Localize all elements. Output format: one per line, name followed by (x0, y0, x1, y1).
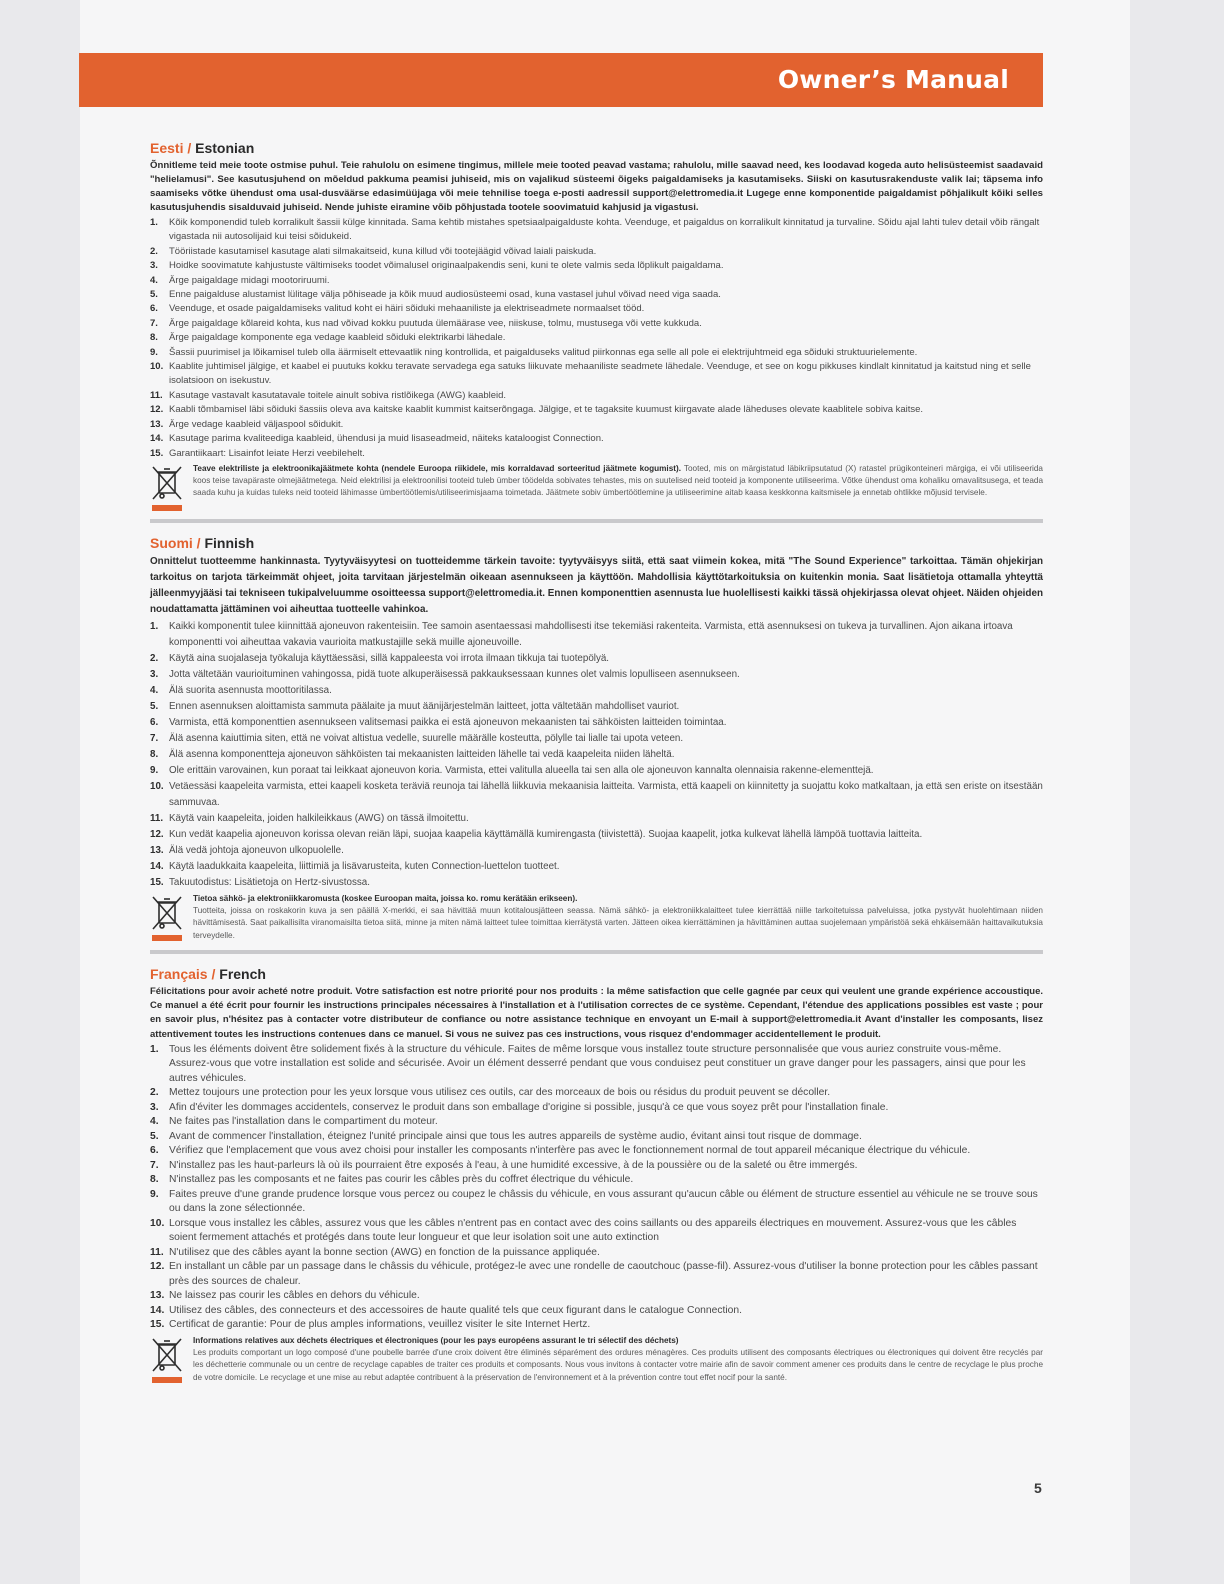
item-text: Käytä vain kaapeleita, joiden halkileikkaus (AWG) on tässä ilmoitettu. (169, 812, 469, 824)
list-item (150, 1101, 1043, 1116)
heading-slash: / (196, 534, 201, 551)
content-area (150, 140, 1043, 1384)
item-text: Utilisez des câbles, des connecteurs et des accessoires de haute qualité tels que ceux figurant dans le catalogue Connection. (169, 1304, 742, 1316)
item-number: 7. (150, 1159, 159, 1171)
list-item (150, 331, 1043, 345)
weee-text (193, 463, 1043, 511)
item-number: 2. (150, 1087, 159, 1099)
item-number: 8. (150, 748, 159, 760)
item-text: N'installez pas les composants et ne faites pas courir les câbles près du coffret électrique du véhicule. (169, 1174, 634, 1186)
item-number: 12. (150, 404, 164, 416)
instruction-list (150, 619, 1043, 891)
list-item (150, 1246, 1043, 1261)
item-text: Varmista, että komponenttien asennukseen valitsemasi paikka ei estä ajoneuvon mekaanisten tai sähköisten laitteiden toimintaa. (169, 716, 727, 728)
item-number: 11. (150, 389, 163, 401)
item-number: 4. (150, 1116, 159, 1128)
list-item (150, 667, 1043, 683)
heading-slash: / (211, 965, 216, 982)
list-item (150, 1086, 1043, 1101)
item-number: 8. (150, 1174, 159, 1186)
item-text: N'utilisez que des câbles ayant la bonne section (AWG) en fonction de la puissance appliquée. (169, 1246, 600, 1258)
item-number: 14. (150, 860, 164, 872)
list-item (150, 763, 1043, 779)
list-item (150, 403, 1043, 417)
item-text: Certificat de garantie: Pour de plus amples informations, veuillez visiter le site Internet Hertz. (169, 1319, 591, 1331)
item-number: 12. (150, 828, 164, 840)
list-item (150, 843, 1043, 859)
weee-title: Informations relatives aux déchets électriques et électroniques (pour les pays européens assurant le tri sélectif des déchets) (193, 1335, 679, 1345)
section-intro: Õnnitleme teid meie toote ostmise puhul. Teie rahulolu on esimene tingimus, millele meie tooted peavad vastama; rahulolu, mille saavad need, kes loodavad kogeda auto helisüsteemist saadavaid "helielamusi". See kasutusjuhend on mõeldud pakkuma peamisi juhiseid, mis on vajalikud süsteemi õigeks paigaldamiseks ja kasutamiseks. Siiski on kasutusrakenduste valik lai; täpsema info saamiseks võtke ühendust oma usal-dusväärse edasimüüjaga või meie tehnilise toega e-posti aadressil support@elettromedia.it Lugege enne komponentide paigaldamist põhjalikult kõiki selles kasutusjuhendis sisalduvaid juhiseid. Nende juhiste eiramine võib põhjustada tootele soovimatuid kahjusid ja vigastusi. (150, 160, 1043, 213)
item-text: Kun vedät kaapelia ajoneuvon korissa olevan reiän läpi, suojaa kaapelia käyttämällä kumirengasta (tiivistettä). Suojaa kaapelit, jotka kulkevat lähellä lämpöä tuottavia laitteita. (169, 828, 923, 840)
heading-slash: / (187, 140, 192, 156)
item-text: Ärge vedage kaableid väljaspool sõidukit. (169, 418, 344, 430)
section-divider (150, 519, 1043, 523)
list-item (150, 1144, 1043, 1159)
item-number: 14. (150, 433, 164, 445)
weee-title: Teave elektriliste ja elektroonikajäätmete kohta (nendele Euroopa riikidele, mis korraldavad sorteeritud jäätmete kogumist). (193, 463, 681, 473)
item-text: Älä suorita asennusta moottoritilassa. (169, 684, 332, 696)
list-item (150, 1130, 1043, 1145)
item-number: 4. (150, 274, 158, 286)
item-text: Afin d'éviter les dommages accidentels, conservez le produit dans son emballage d'origine si possible, jusqu'à ce que vous soyez prêt pour l'installation finale. (169, 1101, 889, 1113)
item-text: Avant de commencer l'installation, éteignez l'unité principale ainsi que tous les autres appareils de système audio, évitant ainsi tout risque de dommage. (169, 1130, 862, 1142)
item-number: 2. (150, 245, 158, 257)
list-item (150, 1159, 1043, 1174)
item-text: Tööriistade kasutamisel kasutage alati silmakaitseid, kuna killud või tootejäägid võivad laiali paiskuda. (169, 245, 597, 257)
item-number: 5. (150, 289, 158, 301)
item-text: Vérifiez que l'emplacement que vous avez choisi pour installer les composants n'interfère pas avec le fonctionnement normal de tout appareil mécanique électrique du véhicule. (169, 1145, 971, 1157)
instruction-list (150, 216, 1043, 461)
list-item (150, 346, 1043, 360)
item-number: 1. (150, 620, 159, 632)
item-text: Ärge paigaldage midagi mootoriruumi. (169, 274, 330, 286)
item-number: 13. (150, 844, 164, 856)
list-item (150, 779, 1043, 811)
item-text: Tous les éléments doivent être solidement fixés à la structure du véhicule. Faites de même lorsque vous installez toute structure personnalisée que vous auriez construite vous-même. Assurez-vous que votre installation est solide and sécurisée. Avoir un élément desserré pendant que vous conduisez peut constituer un grave danger pour les passagers, ainsi que pour les autres véhicules. (169, 1043, 1026, 1084)
weee-title: Tietoa sähkö- ja elektroniikkaromusta (koskee Euroopan maita, joissa ko. romu kerätään erikseen). (193, 893, 578, 903)
item-text: Mettez toujours une protection pour les yeux lorsque vous utilisez ces outils, car des morceaux de bois ou résidus du produit peuvent se décoller. (169, 1087, 831, 1099)
item-number: 3. (150, 260, 158, 272)
weee-notice (150, 1335, 1043, 1384)
list-item (150, 274, 1043, 288)
item-number: 15. (150, 447, 164, 459)
item-text: En installant un câble par un passage dans le châssis du véhicule, protégez-le avec une rondelle de caoutchouc (passe-fil). Assurez-vous d'utiliser la bonne protection pour les câbles passant près des sources de chaleur. (169, 1261, 1038, 1287)
instruction-list (150, 1043, 1043, 1333)
item-number: 8. (150, 332, 158, 344)
list-item (150, 317, 1043, 331)
item-text: Kasutage vastavalt kasutatavale toitele ainult sobiva ristlõikega (AWG) kaableid. (169, 389, 507, 401)
item-text: Vetäessäsi kaapeleita varmista, ettei kaapeli kosketa teräviä reunoja tai lähellä liikkuvia mekaanisia laitteita. Varmista, että kaapeli on kiinnitetty ja suojattu koko matkaltaan, ja että sen eriste on itsestään sammuvaa. (169, 780, 1043, 808)
item-text: Ne faites pas l'installation dans le compartiment du moteur. (169, 1116, 438, 1128)
item-number: 13. (150, 418, 164, 430)
list-item (150, 432, 1043, 446)
section-french (150, 966, 1043, 1384)
list-item (150, 859, 1043, 875)
item-number: 10. (150, 780, 164, 792)
item-number: 7. (150, 317, 158, 329)
section-lang: Français (150, 965, 208, 982)
weee-body: Les produits comportant un logo composé d'une poubelle barrée d'une croix doivent être éliminés séparément des ordures ménagères. Ces produits utilisent des composants électriques ou électroniques qui doivent être recyclés par les déchetterie communale ou un centre de recyclage capables de traiter ces produits et composants. Nous vous invitons à contacter votre mairie afin de savoir comment amener ces produits dans le centre de recyclage le plus proche de votre domicile. Le recyclage et une mise au rebut adaptée contribuent à la préservation de l'environnement et à la prévention contre tout effet nocif pour la santé. (193, 1348, 1043, 1382)
section-name: French (219, 965, 266, 982)
item-text: Enne paigalduse alustamist lülitage välja põhiseade ja kõik muud audiosüsteemi osad, kuna vastasel juhul võivad need viga saada. (169, 289, 721, 301)
page-number: 5 (1034, 1480, 1042, 1496)
item-number: 9. (150, 764, 159, 776)
section-intro: Onnittelut tuotteemme hankinnasta. Tyytyväisyytesi on tuotteidemme tärkein tavoite: tyytyväisyys siitä, että saat viimein kokea, mitä "The Sound Experience" tarkoittaa. Tämän ohjekirjan tarkoitus on tarjota tärkeimmät ohjeet, joita tarvitaan järjestelmän oikeaan asennukseen ja käyttöön. Mahdollisia käyttötarkoituksia on kuitenkin monia. Saat lisätietoja ottamalla yhteyttä jälleenmyyjääsi tai tekniseen tukipalveluumme osoitteessa support@elettromedia.it. Ennen komponenttien asennusta lue huolellisesti kaikki tässä ohjekirjassa olevat ohjeet. Näiden ohjeiden noudattamatta jättäminen voi aiheuttaa tuotteelle vahinkoa. (150, 555, 1043, 615)
crossed-bin-icon (150, 1335, 184, 1383)
list-item (150, 1115, 1043, 1130)
list-item (150, 1318, 1043, 1333)
weee-body: Tooted, mis on märgistatud läbikriipsutatud (X) ratastel prügikonteineri märgiga, ei või utiliseerida koos teise tavapäraste olmejäätmetega. Neid elektrilisi ja elektroonilisi tooteid tuleb ümber töödelda sobivates tehastes, mis on suutelised neid tooteid ja komponente utiliseerima. Võtke ühendust oma kohaliku omavalitsusega, et teada saada kuhu ja kuidas tuleks neid tooteid lähimasse ümbertöötlemis/utiliseerimisjaama toimetada. Jäätmete sobiv ümbertöötlemine ja utiliseerimine aitab kaasa keskkonna kaitsmisele ja ennetab ohtlikke mõjusid tervisele. (193, 463, 1043, 498)
item-text: Kaabli tõmbamisel läbi sõiduki šassiis oleva ava kaitske kaablit kummist kaitserõngaga. Jälgige, et te tagaksite kuumust kiirgavate alade läheduses olevate kaablitele sobiva kaitse. (169, 404, 924, 416)
item-number: 11. (150, 1246, 164, 1258)
section-name: Finnish (204, 534, 255, 551)
item-text: Jotta vältetään vaurioituminen vahingossa, pidä tuote alkuperäisessä pakkauksessaan kunnes olet valmis lopulliseen asennukseen. (169, 668, 740, 680)
crossed-bin-icon (150, 463, 184, 511)
list-item (150, 651, 1043, 667)
item-number: 13. (150, 1290, 165, 1302)
header-bar (79, 53, 1043, 107)
item-text: Älä vedä johtoja ajoneuvon ulkopuolelle. (169, 844, 344, 856)
weee-notice (150, 893, 1043, 942)
manual-title: Owner’s Manual (777, 65, 1009, 94)
item-text: Ne laissez pas courir les câbles en dehors du véhicule. (169, 1290, 420, 1302)
item-text: Kaablite juhtimisel jälgige, et kaabel ei puutuks kokku teravate servadega ega satuks liikuvate mehaaniliste seadmete lähedale. Veenduge, et see on kogu pikkuses kindlalt kinnitatud ja kaitstud ning et selle isolatsioon on isekustuv. (169, 361, 1031, 387)
list-item (150, 875, 1043, 891)
list-item (150, 288, 1043, 302)
list-item (150, 418, 1043, 432)
list-item (150, 1217, 1043, 1246)
list-item (150, 302, 1043, 316)
section-intro: Félicitations pour avoir acheté notre produit. Votre satisfaction est notre priorité pour nos produits : la même satisfaction que celle gagnée par ceux qui veulent une grande expérience accoustique. Ce manuel a été écrit pour fournir les instructions principales nécessaires à l'installation et à l'utilisation correctes de ce système. Cependant, l'étendue des applications possibles est vaste ; pour en savoir plus, n'hésitez pas à contacter votre distributeur de confiance ou notre assistance technique en envoyant un E-mail à support@elettromedia.it Avant d'installer les composants, lisez attentivement toutes les instructions contenues dans ce manuel. Si vous ne suivez pas ces instructions, vous risquez d'endommager accidentellement le produit. (150, 985, 1043, 1040)
item-number: 2. (150, 652, 159, 664)
section-divider (150, 950, 1043, 954)
item-text: N'installez pas les haut-parleurs là où ils pourraient être exposés à l'eau, à une humidité excessive, à de la poussière ou de la saleté ou être immergés. (169, 1159, 858, 1171)
item-text: Veenduge, et osade paigaldamiseks valitud koht ei häiri sõiduki mehaaniliste ja elektriseadmete normaalset tööd. (169, 303, 645, 315)
list-item (150, 1304, 1043, 1319)
item-text: Älä asenna komponentteja ajoneuvon sähköisten tai mekaanisten laitteiden lähelle tai vedä kaapeleita niiden läheltä. (169, 748, 675, 760)
list-item (150, 447, 1043, 461)
item-text: Faites preuve d'une grande prudence lorsque vous percez ou coupez le châssis du véhicule, en vous assurant qu'aucun câble ou élément de structure essentiel au véhicule ne se trouve sous ou dans la zone sélectionnée. (169, 1188, 1038, 1215)
section-finnish (150, 535, 1043, 942)
list-item (150, 1043, 1043, 1087)
list-item (150, 360, 1043, 389)
item-number: 9. (150, 1188, 159, 1200)
item-text: Ärge paigaldage komponente ega vedage kaableid sõiduki elektrikarbi lähedale. (169, 332, 506, 344)
item-number: 15. (150, 876, 164, 888)
list-item (150, 619, 1043, 651)
item-number: 7. (150, 732, 159, 744)
item-number: 11. (150, 812, 164, 824)
item-number: 6. (150, 1145, 159, 1157)
list-item (150, 699, 1043, 715)
list-item (150, 245, 1043, 259)
item-text: Ole erittäin varovainen, kun poraat tai leikkaat ajoneuvon koria. Varmista, ettei valitulla alueella tai sen alla ole ajoneuvon kannalta olennaisia rakenne-elementtejä. (169, 764, 874, 776)
section-heading (150, 140, 1043, 156)
item-number: 10. (150, 361, 164, 373)
weee-text (193, 893, 1043, 942)
section-heading (150, 966, 1043, 982)
weee-bar (152, 505, 182, 511)
weee-text (193, 1335, 1043, 1384)
section-name: Estonian (195, 140, 255, 156)
list-item (150, 747, 1043, 763)
list-item (150, 827, 1043, 843)
weee-bar (152, 1377, 182, 1383)
item-text: Hoidke soovimatute kahjustuste vältimiseks toodet võimalusel originaalpakendis seni, kuni te olete valmis seda lõplikult paigaldama. (169, 260, 724, 272)
weee-notice (150, 463, 1043, 511)
weee-bar (152, 935, 182, 941)
item-number: 14. (150, 1304, 165, 1316)
section-estonian (150, 140, 1043, 511)
item-text: Käytä aina suojalaseja työkaluja käyttäessäsi, sillä kappaleesta voi irrota ilmaan tikkuja tai tuotepölyä. (169, 652, 610, 664)
crossed-bin-icon (150, 893, 184, 941)
list-item (150, 1289, 1043, 1304)
item-number: 4. (150, 684, 159, 696)
item-text: Lorsque vous installez les câbles, assurez vous que les câbles n'entrent pas en contact avec des coins saillants ou des appareils électriques en mouvement. Assurez-vous que les câbles soient fermement attachés et protégés dans toute leur longueur et que leur isolation soit une auto extinction (169, 1217, 1017, 1244)
list-item (150, 1260, 1043, 1289)
item-text: Älä asenna kaiuttimia siten, että ne voivat altistua vedelle, suurelle määrälle kosteutta, pölylle tai lialle tai upota veteen. (169, 732, 684, 744)
list-item (150, 259, 1043, 273)
item-number: 15. (150, 1319, 165, 1331)
item-number: 3. (150, 1101, 159, 1113)
section-heading (150, 535, 1043, 551)
item-text: Takuutodistus: Lisätietoja on Hertz-sivustossa. (169, 876, 370, 888)
list-item (150, 715, 1043, 731)
item-text: Kõik komponendid tuleb korralikult šassii külge kinnitada. Sama kehtib mistahes spetsiaalpaigalduste kohta. Veenduge, et paigaldus on korralikult kinnitatud ja turvaline. Sõidu ajal lahti tulev detail võib rängalt vigastada nii autosolijaid kui teisi sõidukeid. (169, 217, 1040, 243)
item-text: Kaikki komponentit tulee kiinnittää ajoneuvon rakenteisiin. Tee samoin asentaessasi mahdollisesti itse tekemiäsi rakenteita. Varmista, että asennuksesi on tukeva ja turvallinen. Ajon aikana irtoava komponentti voi aiheuttaa vakavia vaurioita matkustajille sekä muille ajoneuvoille. (169, 620, 1013, 648)
item-number: 5. (150, 700, 159, 712)
item-number: 3. (150, 668, 159, 680)
item-text: Ennen asennuksen aloittamista sammuta päälaite ja muut äänijärjestelmän laitteet, jotta vältetään mahdolliset vauriot. (169, 700, 680, 712)
item-text: Šassii puurimisel ja lõikamisel tuleb olla äärmiselt ettevaatlik ning kontrollida, et paigalduseks valitud piirkonnas ega selle all pole ei elektrijuhtmeid ega sõiduki struktuurielemente. (169, 346, 918, 358)
list-item (150, 731, 1043, 747)
list-item (150, 216, 1043, 245)
item-text: Ärge paigaldage kõlareid kohta, kus nad võivad kokku puutuda ülemäärase vee, niiskuse, tolmu, mustusega või vette kukkuda. (169, 317, 702, 329)
item-text: Käytä laadukkaita kaapeleita, liittimiä ja lisävarusteita, kuten Connection-luettelon tuotteet. (169, 860, 560, 872)
item-number: 5. (150, 1130, 159, 1142)
list-item (150, 683, 1043, 699)
item-text: Kasutage parima kvaliteediga kaableid, ühendusi ja muid lisaseadmeid, näiteks kataloogist Connection. (169, 433, 604, 445)
item-number: 12. (150, 1261, 165, 1273)
list-item (150, 1173, 1043, 1188)
item-number: 9. (150, 346, 158, 358)
list-item (150, 1188, 1043, 1217)
section-lang: Suomi (150, 534, 193, 551)
item-text: Garantiikaart: Lisainfot leiate Herzi veebilehelt. (169, 447, 365, 459)
item-number: 1. (150, 217, 158, 228)
list-item (150, 811, 1043, 827)
item-number: 6. (150, 716, 159, 728)
weee-body: Tuotteita, joissa on roskakorin kuva ja sen päällä X-merkki, ei saa hävittää muun kotitalousjätteen seassa. Nämä sähkö- ja elektroniikkalaitteet tulee kierrättää niille tarkoitetuissa palveluissa, jotka pystyvät huolehtimaan niiden hävittämisestä. Saat paikallisilta viranomaisilta tietoa siitä, minne ja miten nämä laitteet tulee toimittaa kierrätystä varten. Jätteen oikea kierrättäminen ja hävittäminen auttaa suojelemaan ympäristöä sekä ehkäisemään haittavaikutuksia terveydelle. (193, 906, 1043, 940)
item-number: 6. (150, 303, 158, 315)
section-lang: Eesti (150, 140, 184, 156)
list-item (150, 389, 1043, 403)
item-number: 1. (150, 1043, 159, 1055)
item-number: 10. (150, 1217, 165, 1229)
